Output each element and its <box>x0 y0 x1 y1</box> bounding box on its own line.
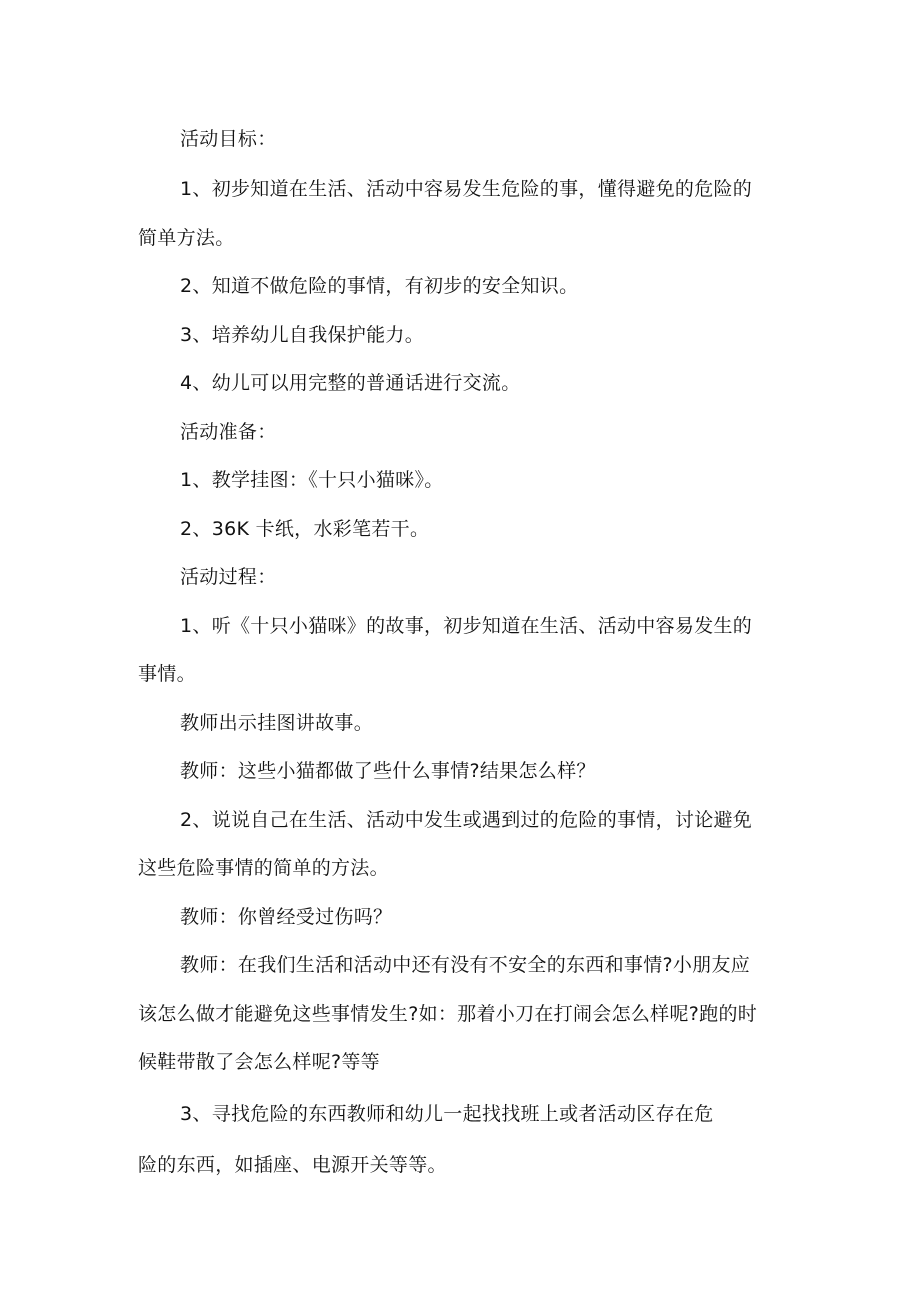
paragraph-line: 教师：在我们生活和活动中还有没有不安全的东西和事情?小朋友应 <box>180 954 751 976</box>
paragraph-line: 2、说说自己在生活、活动中发生或遇到过的危险的事情，讨论避免 <box>180 809 753 831</box>
paragraph-line: 1、初步知道在生活、活动中容易发生危险的事，懂得避免的危险的 <box>180 178 753 200</box>
paragraph-line: 2、知道不做危险的事情，有初步的安全知识。 <box>180 275 579 297</box>
paragraph-line: 事情。 <box>138 663 196 685</box>
paragraph-line: 教师：你曾经受过伤吗？ <box>180 906 393 928</box>
paragraph-line: 教师出示挂图讲故事。 <box>180 712 374 734</box>
paragraph-line: 教师：这些小猫都做了些什么事情?结果怎么样？ <box>180 760 596 782</box>
paragraph-line: 3、寻找危险的东西教师和幼儿一起找找班上或者活动区存在危 <box>180 1103 714 1125</box>
paragraph-line: 1、教学挂图：《十只小猫咪》。 <box>180 469 444 491</box>
paragraph-line: 2、36K 卡纸，水彩笔若干。 <box>180 518 430 540</box>
section-heading-process: 活动过程： <box>180 566 277 588</box>
paragraph-line: 险的东西，如插座、电源开关等等。 <box>138 1154 447 1176</box>
section-heading-goals: 活动目标： <box>180 128 277 150</box>
paragraph-line: 该怎么做才能避免这些事情发生?如：那着小刀在打闹会怎么样呢?跑的时 <box>138 1003 758 1025</box>
paragraph-line: 1、听《十只小猫咪》的故事，初步知道在生活、活动中容易发生的 <box>180 615 753 637</box>
paragraph-line: 候鞋带散了会怎么样呢?等等 <box>138 1051 380 1073</box>
paragraph-line: 3、培养幼儿自我保护能力。 <box>180 324 424 346</box>
paragraph-line: 这些危险事情的简单的方法。 <box>138 857 389 879</box>
paragraph-line: 简单方法。 <box>138 227 235 249</box>
paragraph-line: 4、幼儿可以用完整的普通话进行交流。 <box>180 372 521 394</box>
section-heading-preparation: 活动准备： <box>180 421 277 443</box>
